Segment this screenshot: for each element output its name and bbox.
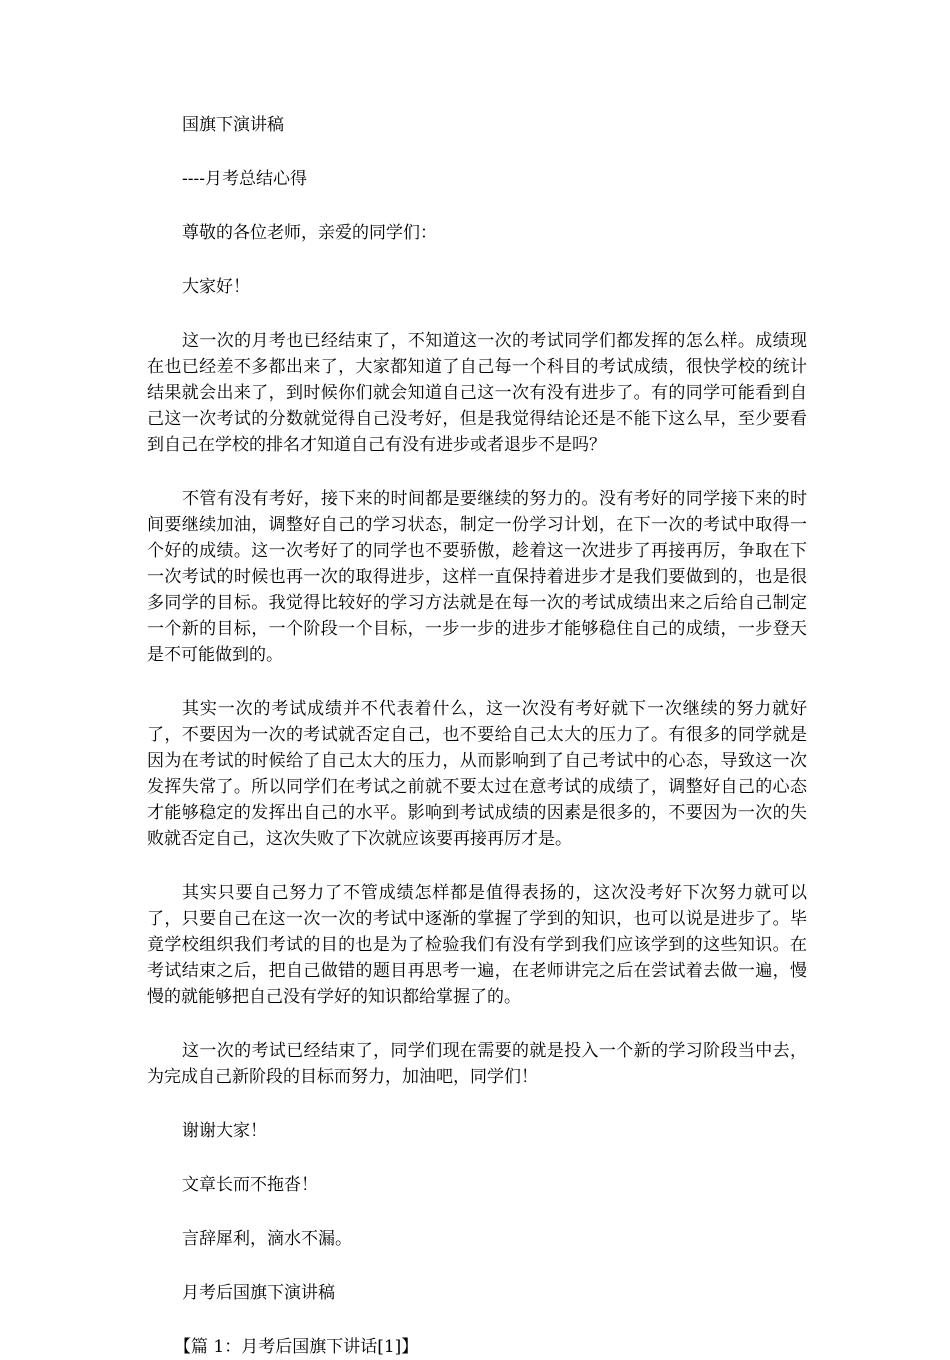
body-paragraph-2: 不管有没有考好，接下来的时间都是要继续的努力的。没有考好的同学接下来的时间要继续加油，调整好自己的学习状态，制定一份学习计划，在下一次的考试中取得一个好的成绩。这一次考好了的同学也不要骄傲，趁着这一次进步了再接再厉，争取在下一次考试的时候也再一次的取得进步，这样一直保持着进步才是我们要做到的，也是很多同学的目标。我觉得比较好的学习方法就是在每一次的考试成绩出来之后给自己制定一个新的目标，一个阶段一个目标，一步一步的进步才能够稳住自己的成绩，一步登天是不可能做到的。 (147, 489, 807, 665)
tail-line-2: 言辞犀利，滴水不漏。 (182, 1229, 352, 1249)
body-paragraph-1: 这一次的月考也已经结束了，不知道这一次的考试同学们都发挥的怎么样。成绩现在也已经差不多都出来了，大家都知道了自己每一个科目的考试成绩，很快学校的统计结果就会出来了，到时候你们就会知道自己这一次有没有进步了。有的同学可能看到自己这一次考试的分数就觉得自己没考好，但是我觉得结论还是不能下这么早，至少要看到自己在学校的排名才知道自己有没有进步或者退步不是吗？ (147, 331, 807, 455)
chapter-heading: 【篇 1：月考后国旗下讲话[1]】 (174, 1337, 419, 1357)
body-paragraph-4: 其实只要自己努力了不管成绩怎样都是值得表扬的，这次没考好下次努力就可以了，只要自己在这一次一次的考试中逐渐的掌握了学到的知识，也可以说是进步了。毕竟学校组织我们考试的目的也是为了检验我们有没有学到我们应该学到的这些知识。在考试结束之后，把自己做错的题目再思考一遍，在老师讲完之后在尝试着去做一遍，慢慢的就能够把自己没有学好的知识都给掌握了的。 (147, 883, 807, 1007)
tail-line-3: 月考后国旗下演讲稿 (182, 1283, 335, 1303)
document-title: 国旗下演讲稿 (182, 115, 284, 135)
salutation: 尊敬的各位老师，亲爱的同学们： (182, 223, 437, 243)
body-paragraph-5: 这一次的考试已经结束了，同学们现在需要的就是投入一个新的学习阶段当中去，为完成自己新阶段的目标而努力，加油吧，同学们！ (147, 1041, 807, 1087)
greeting: 大家好！ (182, 277, 250, 297)
body-paragraph-3: 其实一次的考试成绩并不代表着什么，这一次没有考好就下一次继续的努力就好了，不要因为一次的考试就否定自己，也不要给自己太大的压力了。有很多的同学就是因为在考试的时候给了自己太大的压力，从而影响到了自己考试中的心态，导致这一次发挥失常了。所以同学们在考试之前就不要太过在意考试的成绩了，调整好自己的心态才能够稳定的发挥出自己的水平。影响到考试成绩的因素是很多的，不要因为一次的失败就否定自己，这次失败了下次就应该要再接再厉才是。 (147, 699, 807, 849)
closing-line: 谢谢大家！ (182, 1121, 267, 1141)
document-page (147, 112, 807, 1360)
tail-line-1: 文章长而不拖沓！ (182, 1175, 318, 1195)
document-subtitle: ----月考总结心得 (182, 169, 307, 189)
